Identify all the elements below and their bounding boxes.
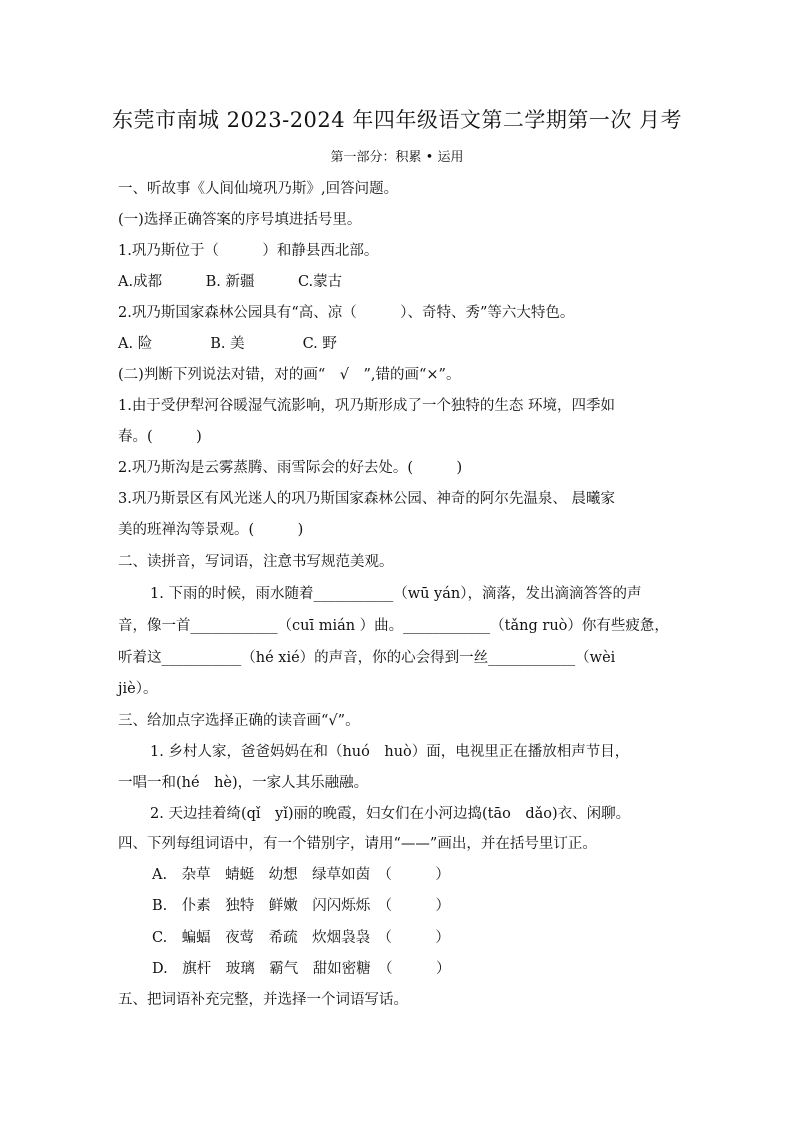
- question-heading-5: 五、把词语补充完整，并选择一个词语写话。: [118, 992, 408, 1008]
- page-title: 东莞市南城 2023-2024 年四年级语文第二学期第一次 月考: [111, 108, 682, 132]
- reading-item: 2. 天边挂着绮(qǐ yǐ)丽的晚霞，妇女们在小河边捣(tāo dǎo)衣、闲聊。: [150, 806, 631, 822]
- sub-heading-1: (一)选择正确答案的序号填进括号里。: [118, 212, 362, 228]
- pinyin-item-continued: 听着这___________（hé xié）的声音，你的心会得到一丝____________（wèi: [118, 650, 616, 666]
- pinyin-item: 1. 下雨的时候，雨水随着___________（wū yán），滴落，发出滴滴答答的声: [150, 586, 642, 602]
- question-heading-3: 三、给加点字选择正确的读音画“√”。: [118, 713, 360, 729]
- question-item: 3.巩乃斯景区有风光迷人的巩乃斯国家森林公园、神奇的阿尔先温泉、 晨曦家: [118, 491, 615, 507]
- answer-options: A. 险 B. 美 C. 野: [118, 336, 337, 352]
- word-group-b: B. 仆素 独特 鲜嫩 闪闪烁烁 （ ）: [152, 898, 451, 914]
- word-group-d: D. 旗杆 玻璃 霸气 甜如密糖 （ ）: [152, 961, 451, 977]
- pinyin-item-continued: jiè）。: [118, 681, 158, 697]
- question-item: 2.巩乃斯国家森林公园具有“高、凉（ ）、奇特、秀”等六大特色。: [118, 305, 575, 321]
- question-heading-4: 四、下列每组词语中，有一个错别字，请用“——”画出，并在括号里订正。: [118, 836, 597, 852]
- question-item-continued: 美的班禅沟等景观。( ): [118, 522, 304, 538]
- section-subtitle: 第一部分：积累 • 运用: [330, 150, 464, 165]
- sub-heading-2: (二)判断下列说法对错，对的画“ √ ”,错的画“×”。: [118, 367, 461, 383]
- reading-item-continued: 一唱一和(hé hè)，一家人其乐融融。: [118, 775, 369, 791]
- question-item-continued: 春。( ): [118, 429, 202, 445]
- answer-options: A.成都 B. 新疆 C.蒙古: [118, 274, 343, 290]
- question-heading-2: 二、读拼音，写词语，注意书写规范美观。: [118, 554, 394, 570]
- question-item: 2.巩乃斯沟是云雾蒸腾、雨雪际会的好去处。( ): [118, 460, 463, 476]
- word-group-c: C. 蝙蝠 夜莺 希疏 炊烟袅袅 （ ）: [152, 930, 450, 946]
- reading-item: 1. 乡村人家，爸爸妈妈在和（huó huò）面，电视里正在播放相声节目，: [150, 744, 630, 760]
- word-group-a: A. 杂草 蜻蜓 幼想 绿草如茵 （ ）: [152, 867, 450, 883]
- question-item: 1.由于受伊犁河谷暖湿气流影响，巩乃斯形成了一个独特的生态 环境，四季如: [118, 398, 615, 414]
- pinyin-item-continued: 音，像一首____________（cuī mián ）曲。____________（tǎng ruò）你有些疲惫，: [118, 618, 669, 634]
- question-item: 1.巩乃斯位于（ ）和静县西北部。: [118, 243, 379, 259]
- question-heading-1: 一、听故事《人间仙境巩乃斯》,回答问题。: [118, 181, 399, 197]
